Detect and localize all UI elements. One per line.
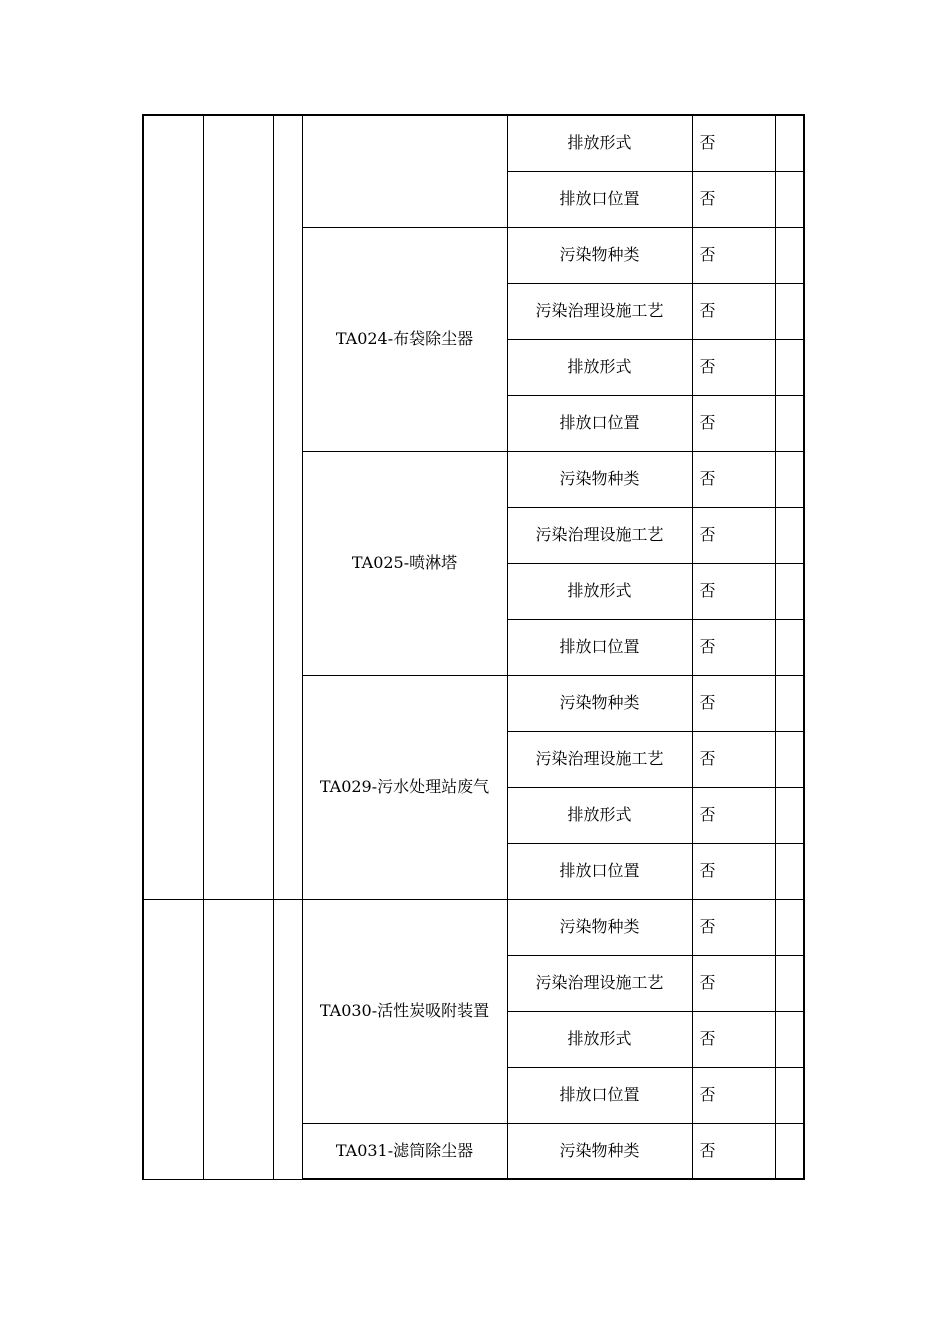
remark-cell — [775, 115, 804, 171]
remark-cell — [775, 339, 804, 395]
remark-cell — [775, 899, 804, 955]
check-item-cell: 排放形式 — [507, 563, 692, 619]
result-cell: 否 — [692, 675, 775, 731]
remark-cell — [775, 395, 804, 451]
blank-col-1-cell — [143, 115, 203, 899]
remark-cell — [775, 563, 804, 619]
result-cell: 否 — [692, 395, 775, 451]
blank-col-2-cell — [203, 899, 273, 1179]
check-item-cell: 排放形式 — [507, 787, 692, 843]
check-item-cell: 污染物种类 — [507, 451, 692, 507]
remark-cell — [775, 507, 804, 563]
check-item-cell: 污染物种类 — [507, 227, 692, 283]
check-item-cell: 排放形式 — [507, 339, 692, 395]
result-cell: 否 — [692, 563, 775, 619]
table-body — [143, 115, 804, 1179]
remark-cell — [775, 1123, 804, 1179]
remark-cell — [775, 171, 804, 227]
remark-cell — [775, 843, 804, 899]
check-item-cell: 污染治理设施工艺 — [507, 283, 692, 339]
blank-col-1-cell — [143, 899, 203, 1179]
result-cell: 否 — [692, 787, 775, 843]
remark-cell — [775, 1067, 804, 1123]
inspection-table-container — [142, 114, 803, 1180]
check-item-cell: 排放形式 — [507, 115, 692, 171]
result-cell: 否 — [692, 115, 775, 171]
remark-cell — [775, 451, 804, 507]
result-cell: 否 — [692, 507, 775, 563]
remark-cell — [775, 731, 804, 787]
check-item-cell: 污染治理设施工艺 — [507, 507, 692, 563]
check-item-cell: 排放口位置 — [507, 843, 692, 899]
facility-cell: TA024-布袋除尘器 — [302, 227, 507, 451]
blank-col-3-cell — [273, 115, 302, 899]
remark-cell — [775, 1011, 804, 1067]
result-cell: 否 — [692, 843, 775, 899]
result-cell: 否 — [692, 451, 775, 507]
check-item-cell: 排放口位置 — [507, 395, 692, 451]
check-item-cell: 污染治理设施工艺 — [507, 731, 692, 787]
check-item-cell: 污染物种类 — [507, 899, 692, 955]
table-row — [143, 115, 804, 171]
check-item-cell: 污染物种类 — [507, 675, 692, 731]
check-item-cell: 排放口位置 — [507, 1067, 692, 1123]
remark-cell — [775, 675, 804, 731]
result-cell: 否 — [692, 171, 775, 227]
check-item-cell: 污染物种类 — [507, 1123, 692, 1179]
result-cell: 否 — [692, 339, 775, 395]
result-cell: 否 — [692, 227, 775, 283]
facility-cell: TA030-活性炭吸附装置 — [302, 899, 507, 1123]
table-row — [143, 899, 804, 955]
result-cell: 否 — [692, 619, 775, 675]
result-cell: 否 — [692, 1123, 775, 1179]
check-item-cell: 污染治理设施工艺 — [507, 955, 692, 1011]
result-cell: 否 — [692, 731, 775, 787]
facility-cell — [302, 115, 507, 227]
result-cell: 否 — [692, 283, 775, 339]
facility-cell: TA031-滤筒除尘器 — [302, 1123, 507, 1179]
result-cell: 否 — [692, 1067, 775, 1123]
blank-col-3-cell — [273, 899, 302, 1179]
result-cell: 否 — [692, 899, 775, 955]
facility-cell: TA025-喷淋塔 — [302, 451, 507, 675]
result-cell: 否 — [692, 1011, 775, 1067]
check-item-cell: 排放形式 — [507, 1011, 692, 1067]
remark-cell — [775, 227, 804, 283]
check-item-cell: 排放口位置 — [507, 171, 692, 227]
check-item-cell: 排放口位置 — [507, 619, 692, 675]
remark-cell — [775, 283, 804, 339]
facility-cell: TA029-污水处理站废气 — [302, 675, 507, 899]
blank-col-2-cell — [203, 115, 273, 899]
result-cell: 否 — [692, 955, 775, 1011]
inspection-table — [142, 114, 805, 1180]
remark-cell — [775, 955, 804, 1011]
remark-cell — [775, 787, 804, 843]
remark-cell — [775, 619, 804, 675]
